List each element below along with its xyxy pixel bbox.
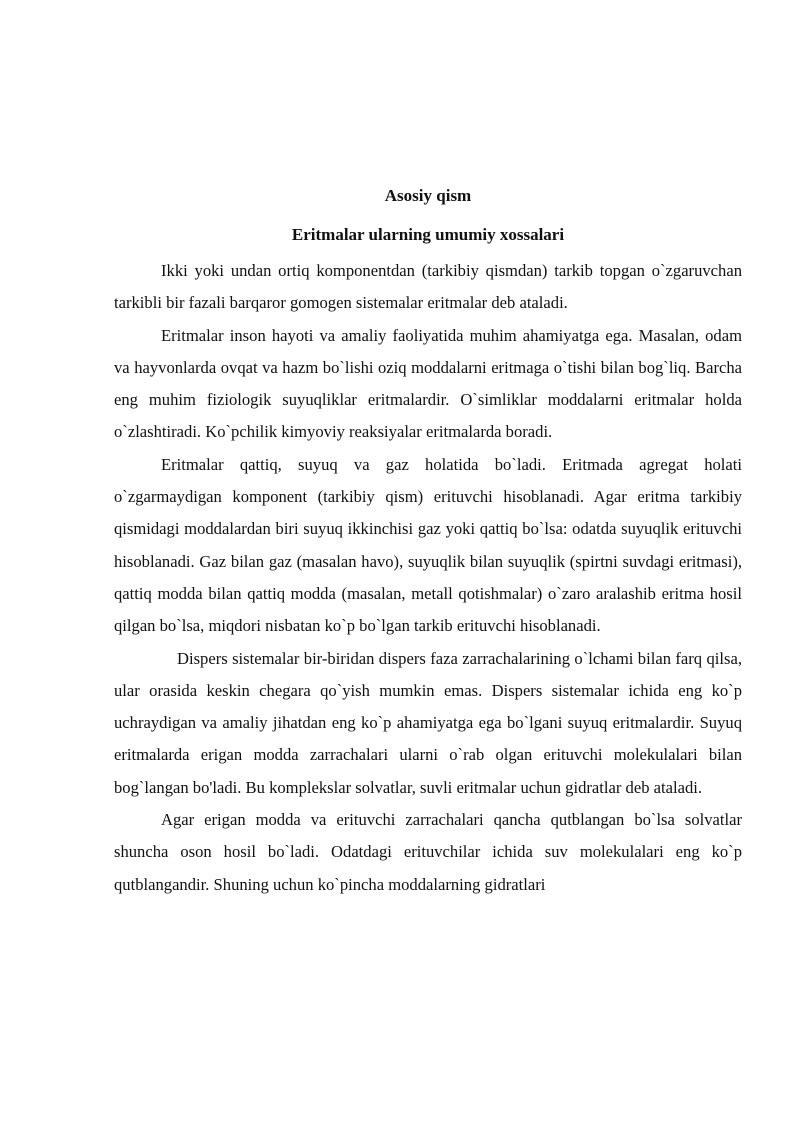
paragraph-states: Eritmalar qattiq, suyuq va gaz holatida bo`ladi. Eritmada agregat holati o`zgarmaydigan komponent (tarkibiy qism) erituvchi hisoblanadi. Agar eritma tarkibiy qismidagi moddalardan biri suyuq ikkinchisi gaz yoki qattiq bo`lsa: odatda suyuqlik erituvchi hisoblanadi. Gaz bilan gaz (masalan havo), suyuqlik bilan suyuqlik (spirtni suvdagi eritmasi), qattiq modda bilan qattiq modda (masalan, metall qotishmalar) o`zaro aralashib eritma hosil qilgan bo`lsa, miqdori nisbatan ko`p bo`lgan tarkib erituvchi hisoblanadi. <box>114 454 742 636</box>
section-subtitle: Eritmalar ularning umumiy xossalari <box>291 225 565 244</box>
paragraph-importance: Eritmalar inson hayoti va amaliy faoliyatida muhim ahamiyatga ega. Masalan, odam va hayvonlarda ovqat va hazm bo`lishi oziq moddalarni eritmaga o`tishi bilan bog`liq. Barcha eng muhim fiziologik suyuqliklar eritmalardir. O`simliklar moddalarni eritmalar holda o`zlashtiradi. Ko`pchilik kimyoviy reaksiyalar eritmalarda boradi. <box>114 325 742 442</box>
paragraph-definition: Ikki yoki undan ortiq komponentdan (tarkibiy qismdan) tarkib topgan o`zgaruvchan tarkibli bir fazali barqaror gomogen sistemalar eritmalar deb ataladi. <box>114 261 742 313</box>
document-page <box>114 185 742 901</box>
paragraph-solvates: Agar erigan modda va erituvchi zarrachalari qancha qutblangan bo`lsa solvatlar shuncha oson hosil bo`ladi. Odatdagi erituvchilar ichida suv molekulalari eng ko`p qutblangandir. Shuning uchun ko`pincha moddalarning gidratlari <box>114 810 742 894</box>
section-title: Asosiy qism <box>384 186 472 205</box>
paragraph-dispers: Dispers sistemalar bir-biridan dispers faza zarrachalarining o`lchami bilan farq qilsa, ular orasida keskin chegara qo`yish mumkin emas. Dispers sistemalar ichida eng ko`p uchraydigan va amaliy jihatdan eng ko`p ahamiyatga ega bo`lgani suyuq eritmalardir. Suyuq eritmalarda erigan modda zarrachalari ularni o`rab olgan erituvchi molekulalari bilan bog`langan bo'ladi. Bu komplekslar solvatlar, suvli eritmalar uchun gidratlar deb ataladi. <box>114 648 742 797</box>
